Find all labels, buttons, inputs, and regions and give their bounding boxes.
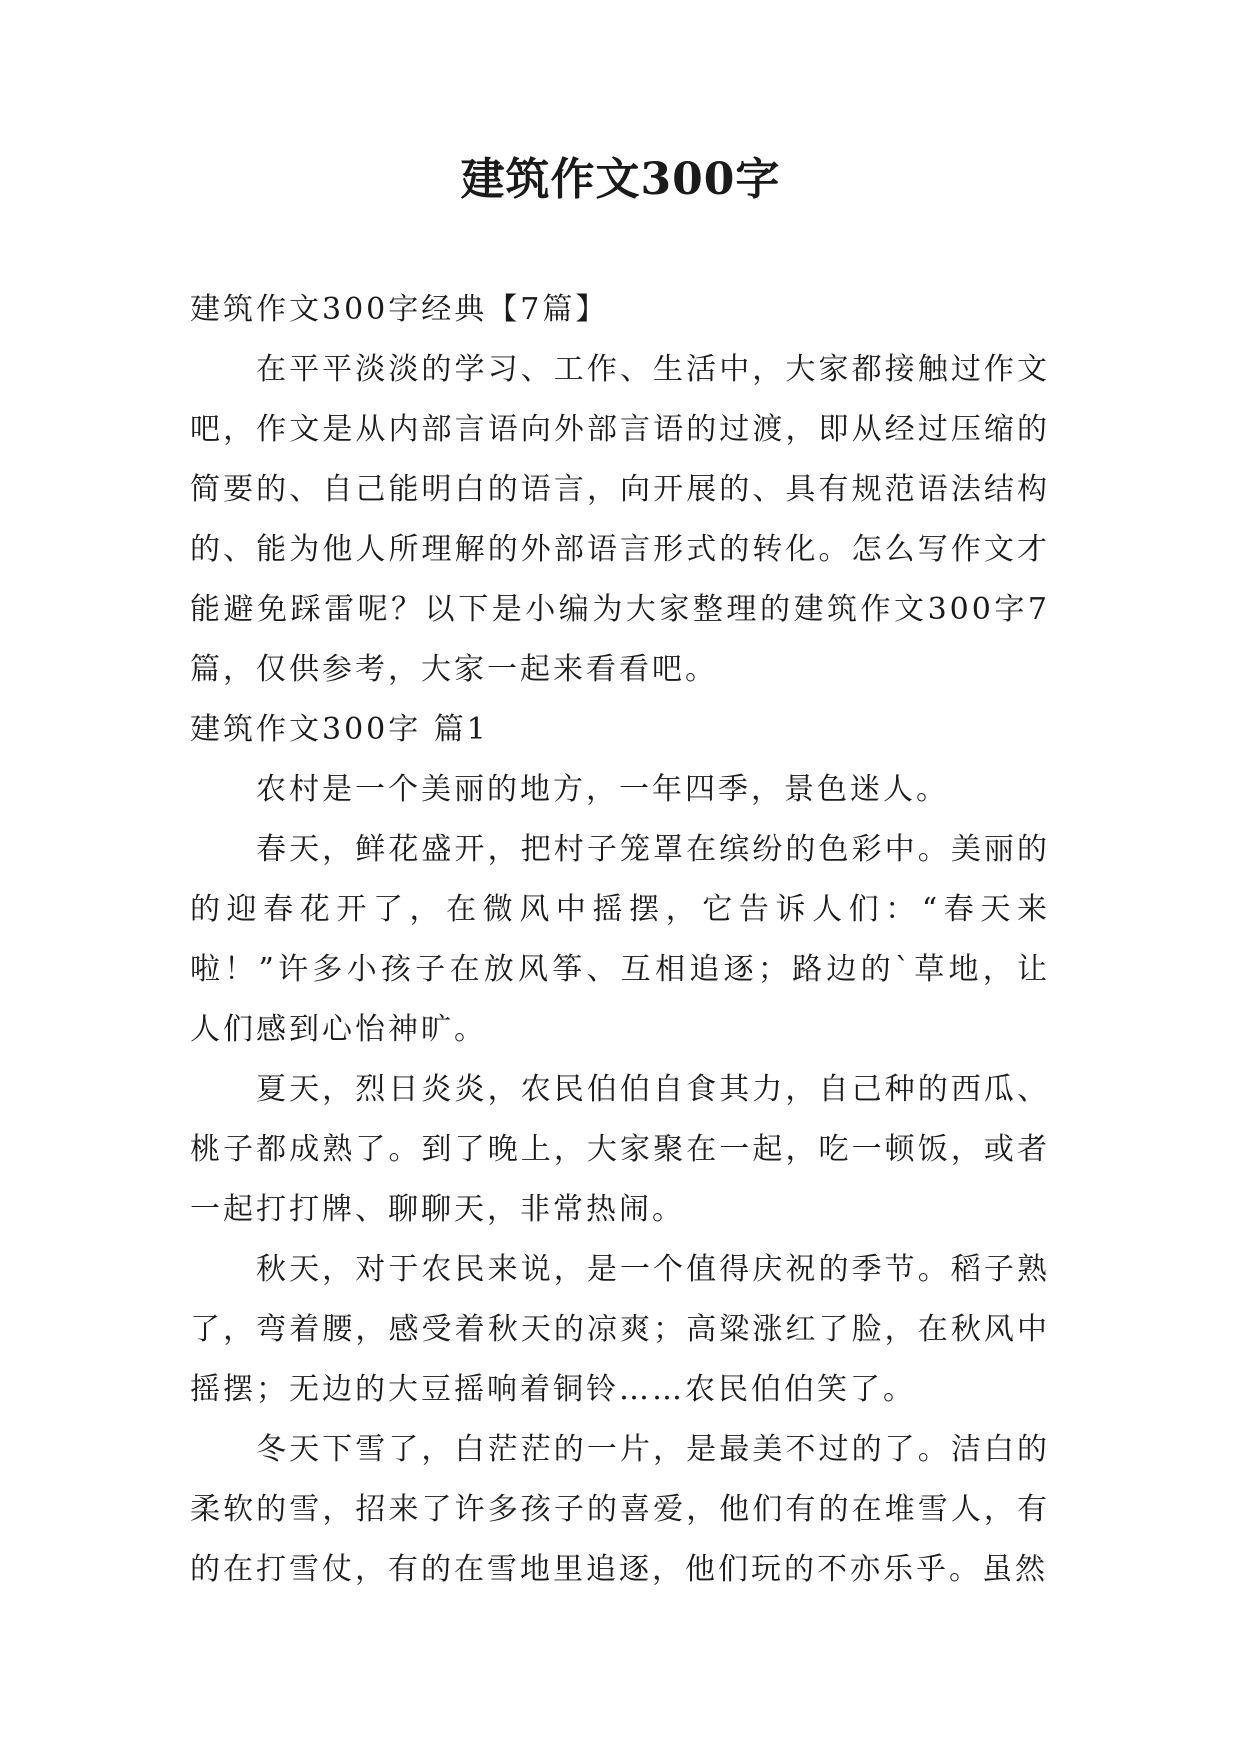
body-paragraph: 春天，鲜花盛开，把村子笼罩在缤纷的色彩中。美丽的的迎春花开了，在微风中摇摆，它告诉人们：“春天来啦！”许多小孩子在放风筝、互相追逐；路边的`草地，让人们感到心怡神旷。 <box>190 832 1050 1047</box>
document-title: 建筑作文300字 <box>460 154 781 205</box>
body-paragraph: 夏天，烈日炎炎，农民伯伯自食其力，自己种的西瓜、桃子都成熟了。到了晚上，大家聚在一起，吃一顿饭，或者一起打打牌、聊聊天，非常热闹。 <box>190 1072 1050 1227</box>
intro-paragraph: 在平平淡淡的学习、工作、生活中，大家都接触过作文吧，作文是从内部言语向外部言语的过渡，即从经过压缩的简要的、自己能明白的语言，向开展的、具有规范语法结构的、能为他人所理解的外部语言形式的转化。怎么写作文才能避免踩雷呢？以下是小编为大家整理的建筑作文300字7篇，仅供参考，大家一起来看看吧。 <box>190 352 1050 687</box>
subtitle-heading: 建筑作文300字经典【7篇】 <box>190 292 609 327</box>
body-paragraph: 冬天下雪了，白茫茫的一片，是最美不过的了。洁白的柔软的雪，招来了许多孩子的喜爱，他们有的在堆雪人，有的在打雪仗，有的在雪地里追逐，他们玩的不亦乐乎。虽然 <box>190 1432 1050 1587</box>
section-heading: 建筑作文300字 篇1 <box>190 712 489 747</box>
body-paragraph: 农村是一个美丽的地方，一年四季，景色迷人。 <box>256 772 949 807</box>
document-body <box>190 280 1050 1600</box>
body-paragraph: 秋天，对于农民来说，是一个值得庆祝的季节。稻子熟了，弯着腰，感受着秋天的凉爽；高粱涨红了脸，在秋风中摇摆；无边的大豆摇响着铜铃……农民伯伯笑了。 <box>190 1252 1050 1407</box>
